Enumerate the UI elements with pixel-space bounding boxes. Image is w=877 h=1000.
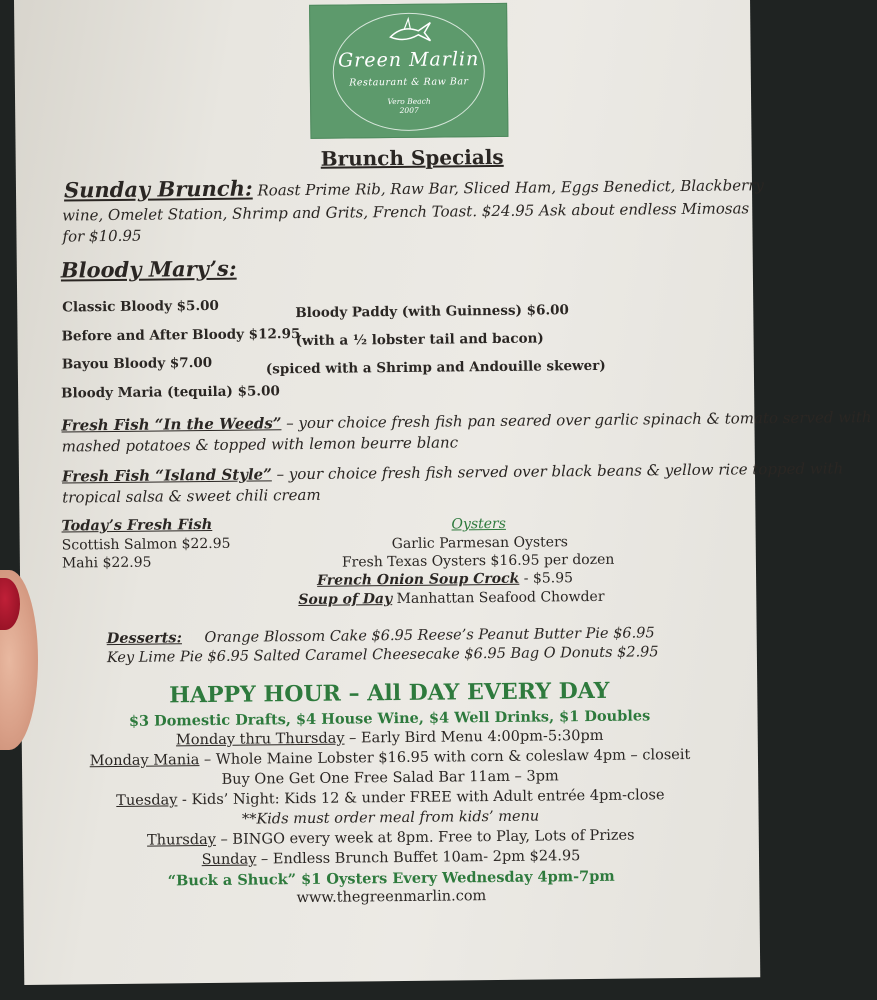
buck-a-shuck: “Buck a Shuck” $1 Oysters Every Wednesday 4pm-7pm — [167, 867, 615, 890]
desserts-line1 — [107, 624, 655, 647]
bloody-marys-title: Bloody Mary’s: — [60, 255, 237, 283]
oysters-item: Fresh Texas Oysters $16.95 per dozen — [341, 551, 615, 571]
thursday-label: Thursday — [146, 831, 216, 849]
desserts-line2: Key Lime Pie $6.95 Salted Caramel Cheesecake $6.95 Bag O Donuts $2.95 — [106, 644, 659, 667]
sunday-label: Sunday — [201, 851, 257, 869]
weeds-text1: – your choice fresh fish pan seared over garlic spinach & tomato served with — [286, 408, 872, 433]
oysters-title: Oysters — [451, 515, 506, 533]
bloody-paddy: Bloody Paddy (with Guinness) $6.00 — [295, 302, 570, 322]
sunday-text: – Endless Brunch Buffet 10am- 2pm $24.95 — [256, 848, 581, 868]
soup-day-line — [298, 589, 604, 608]
tuesday-label: Tuesday — [116, 792, 178, 809]
before-after-note: (with a ½ lobster tail and bacon) — [295, 330, 544, 350]
monday-thursday-text: – Early Bird Menu 4:00pm-5:30pm — [344, 727, 604, 747]
oysters-item: Garlic Parmesan Oysters — [391, 534, 569, 553]
logo-location — [311, 96, 507, 116]
bayou-note: (spiced with a Shrimp and Andouille skewer) — [265, 357, 606, 378]
island-line1 — [62, 459, 843, 485]
sunday-brunch-line2: wine, Omelet Station, Shrimp and Grits, French Toast. $24.95 Ask about endless Mimosas — [62, 199, 750, 225]
kids-note: **Kids must order meal from kids’ menu — [241, 808, 540, 828]
classic-bloody: Classic Bloody $5.00 — [62, 297, 219, 316]
fresh-fish-title: Today’s Fresh Fish — [61, 515, 213, 535]
logo-name: Green Marlin — [337, 48, 480, 72]
soup-crock-label: French Onion Soup Crock — [317, 570, 520, 589]
website-link[interactable]: www.thegreenmarlin.com — [296, 888, 487, 907]
weeds-line2: mashed potatoes & topped with lemon beurre blanc — [61, 433, 459, 456]
soup-day-value: Manhattan Seafood Chowder — [396, 588, 605, 608]
monday-mania-text: – Whole Maine Lobster $16.95 with corn & coleslaw 4pm – closeit — [199, 746, 691, 769]
page-title: Brunch Specials — [320, 144, 504, 171]
bogo-salad-line: Buy One Get One Free Salad Bar 11am – 3pm — [221, 768, 559, 788]
sunday-brunch-label: Sunday Brunch: — [63, 175, 253, 203]
sunday-line — [23, 846, 759, 870]
monday-mania-label: Monday Mania — [89, 752, 200, 770]
restaurant-logo — [309, 3, 508, 139]
before-after-bloody: Before and After Bloody $12.95 — [61, 326, 301, 345]
desserts-label: Desserts: — [106, 629, 182, 648]
fresh-fish-item: Mahi $22.95 — [61, 554, 152, 572]
island-line2: tropical salsa & sweet chili cream — [62, 485, 321, 507]
island-text1: – your choice fresh fish served over black beans & yellow rice topped with — [276, 459, 844, 484]
bloody-maria: Bloody Maria (tequila) $5.00 — [61, 383, 280, 402]
bayou-bloody: Bayou Bloody $7.00 — [61, 354, 213, 373]
monday-mania-line — [22, 746, 758, 770]
monday-thursday-label: Monday thru Thursday — [175, 730, 345, 749]
soup-crock-price: - $5.95 — [523, 570, 574, 587]
tuesday-text: - Kids’ Night: Kids 12 & under FREE with Adult entrée 4pm-close — [177, 787, 665, 809]
marlin-icon — [388, 17, 432, 47]
island-label: Fresh Fish “Island Style” — [61, 465, 272, 486]
desserts-text1: Orange Blossom Cake $6.95 Reese’s Peanut Butter Pie $6.95 — [204, 625, 655, 647]
logo-location-city: Vero Beach — [387, 96, 431, 107]
fresh-fish-item: Scottish Salmon $22.95 — [61, 535, 231, 554]
thursday-text: – BINGO every week at 8pm. Free to Play, Lots of Prizes — [215, 827, 635, 848]
weeds-line1 — [61, 408, 871, 434]
tuesday-line — [22, 786, 758, 810]
sunday-brunch-line1 — [64, 170, 764, 202]
happy-hour-title: HAPPY HOUR – All DAY EVERY DAY — [169, 677, 610, 709]
logo-year: 2007 — [399, 105, 419, 115]
soup-day-label: Soup of Day — [298, 591, 393, 609]
sunday-brunch-text1: Roast Prime Rib, Raw Bar, Sliced Ham, Eggs Benedict, Blackberry — [257, 176, 764, 200]
logo-subtitle: Restaurant & Raw Bar — [349, 76, 469, 89]
happy-hour-drinks: $3 Domestic Drafts, $4 House Wine, $4 Well Drinks, $1 Doubles — [128, 707, 651, 730]
thursday-line — [23, 826, 759, 850]
sunday-brunch-line3: for $10.95 — [62, 226, 142, 246]
menu-page — [14, 0, 872, 985]
weeds-label: Fresh Fish “In the Weeds” — [61, 414, 282, 435]
soup-crock-line — [317, 570, 573, 589]
